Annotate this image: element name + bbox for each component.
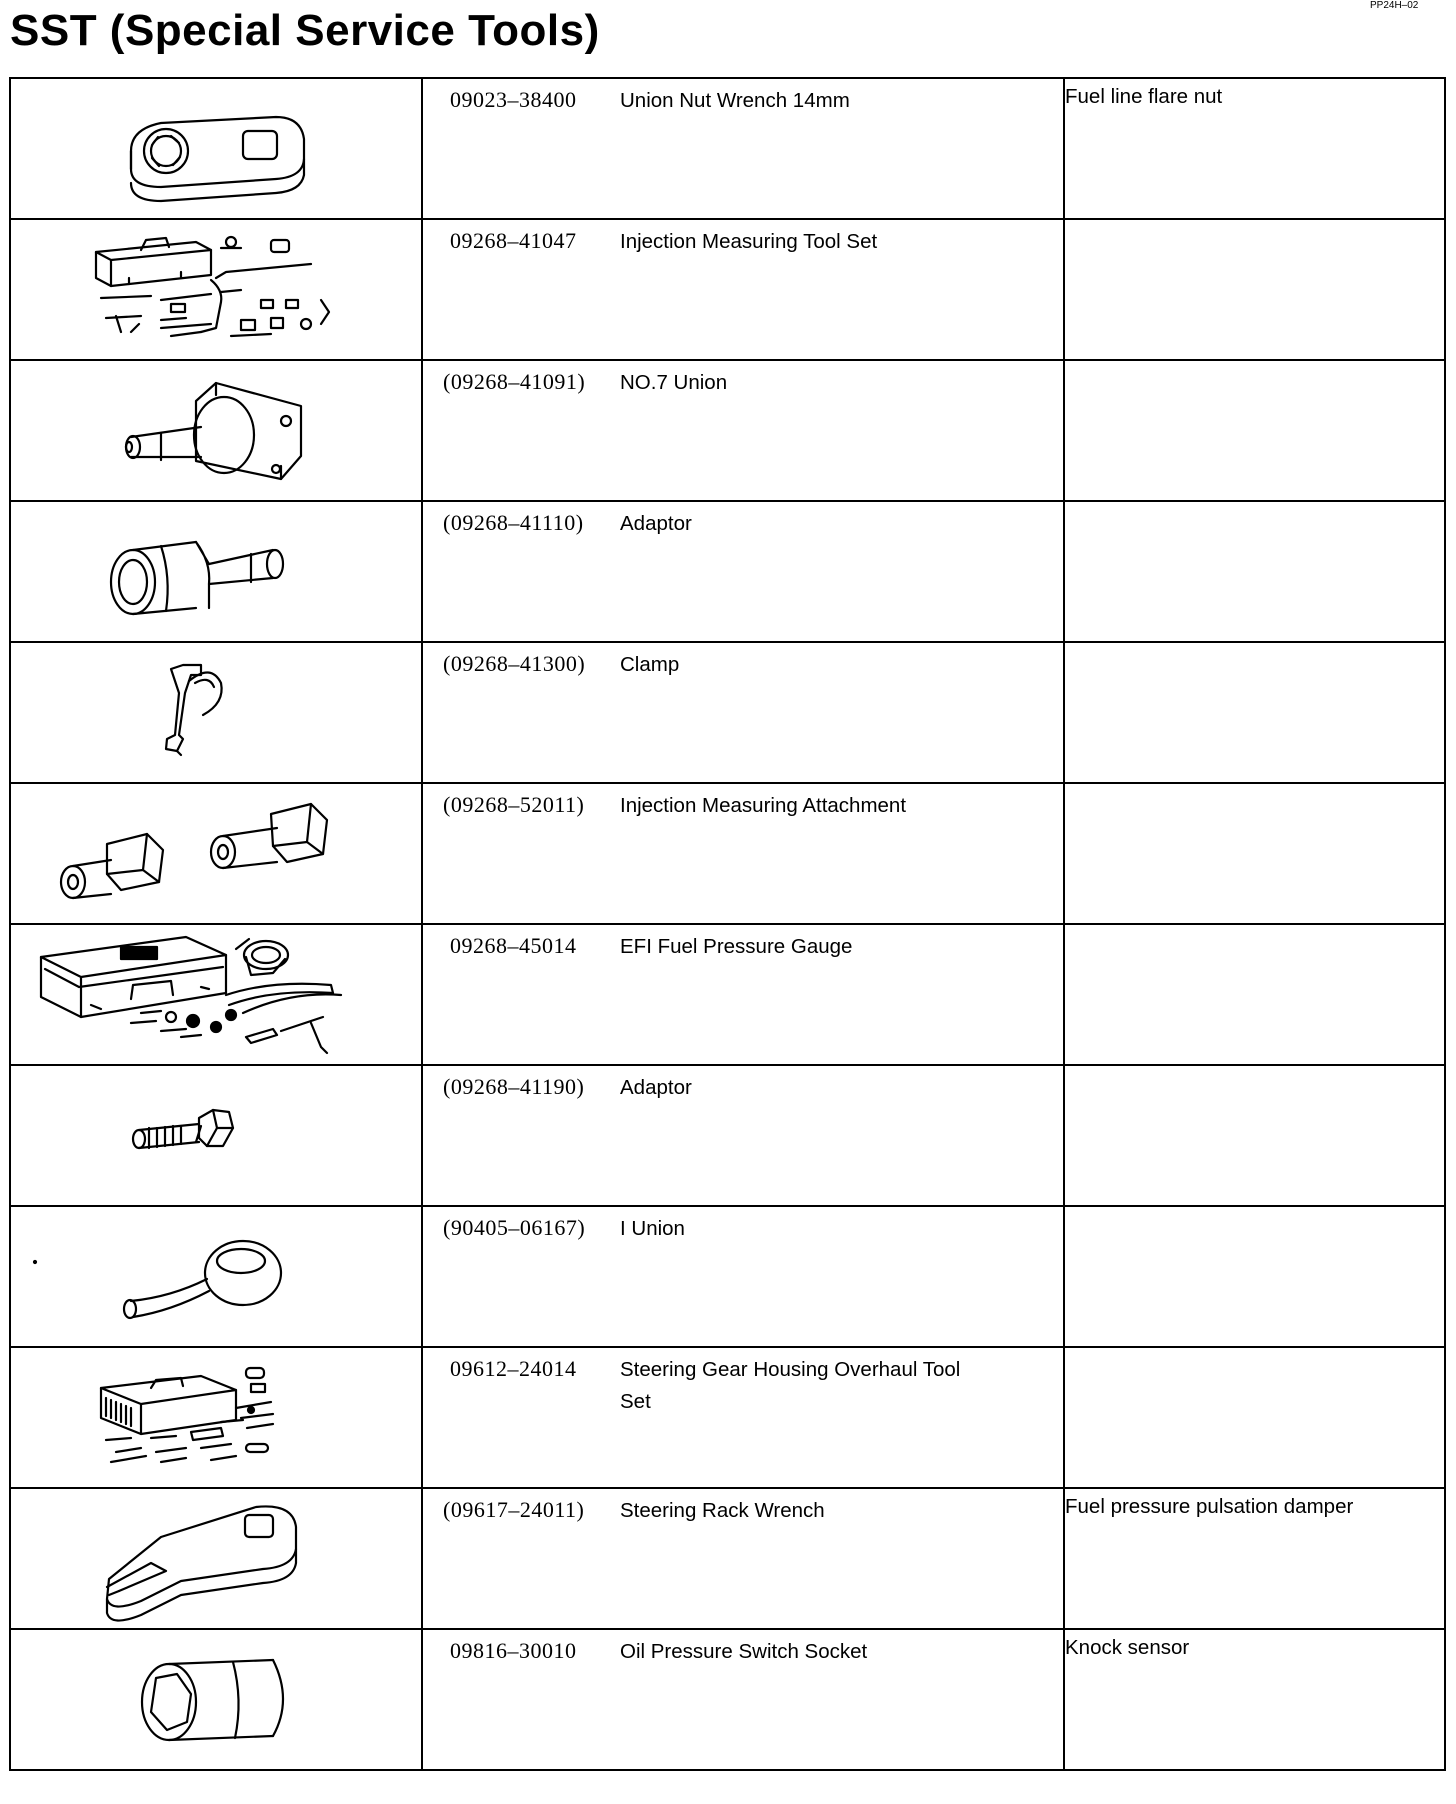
- socket-icon: [11, 1630, 421, 1769]
- part-number: (09268–41190): [443, 1074, 585, 1099]
- part-number: 09268–45014: [450, 933, 577, 958]
- remark: Fuel pressure pulsation damper: [1065, 1495, 1354, 1518]
- table-row: [10, 642, 1445, 783]
- sst-table: [9, 77, 1446, 1771]
- part-number: (09268–52011): [443, 792, 585, 817]
- part-number: 09612–24014: [450, 1356, 577, 1381]
- adaptor-icon: [11, 502, 421, 641]
- table-row: [10, 924, 1445, 1065]
- union-nut-wrench-icon: [11, 79, 421, 218]
- tool-illustration-cell: [10, 1065, 422, 1206]
- tool-name: Steering Gear Housing Overhaul Tool Set: [620, 1358, 961, 1413]
- tool-illustration-cell: [10, 1347, 422, 1488]
- tool-name: EFI Fuel Pressure Gauge: [620, 935, 853, 958]
- tool-name: NO.7 Union: [620, 371, 728, 394]
- table-row: [10, 783, 1445, 924]
- part-number: 09268–41047: [450, 228, 577, 253]
- tool-name: Oil Pressure Switch Socket: [620, 1640, 868, 1663]
- part-number: 09816–30010: [450, 1638, 577, 1663]
- rack-wrench-icon: [11, 1489, 421, 1628]
- tool-illustration-cell: [10, 642, 422, 783]
- tool-name: Steering Rack Wrench: [620, 1499, 825, 1522]
- table-row: [10, 1206, 1445, 1347]
- bolt-adaptor-icon: [11, 1066, 421, 1205]
- union-icon: [11, 361, 421, 500]
- tool-illustration-cell: [10, 78, 422, 219]
- remark: Knock sensor: [1065, 1636, 1190, 1659]
- table-row: [10, 501, 1445, 642]
- tool-name: Adaptor: [620, 1076, 692, 1099]
- tool-illustration-cell: [10, 360, 422, 501]
- tool-illustration-cell: [10, 501, 422, 642]
- pressure-gauge-kit-icon: [11, 925, 421, 1064]
- tool-name: I Union: [620, 1217, 685, 1240]
- table-row: [10, 1629, 1445, 1770]
- document-code: PP24H–02: [1370, 0, 1419, 11]
- tool-illustration-cell: [10, 1206, 422, 1347]
- attachment-icon: [11, 784, 421, 923]
- part-number: (09268–41110): [443, 510, 584, 535]
- table-row: [10, 219, 1445, 360]
- page-title: SST (Special Service Tools): [10, 6, 600, 55]
- tool-illustration-cell: [10, 219, 422, 360]
- table-row: [10, 360, 1445, 501]
- tool-name: Clamp: [620, 653, 680, 676]
- tool-illustration-cell: [10, 1629, 422, 1770]
- tool-name: Union Nut Wrench 14mm: [620, 89, 850, 112]
- i-union-icon: [11, 1207, 421, 1346]
- table-row: [10, 1347, 1445, 1488]
- tool-illustration-cell: [10, 1488, 422, 1629]
- tool-illustration-cell: [10, 924, 422, 1065]
- part-number: (09268–41300): [443, 651, 586, 676]
- tool-illustration-cell: [10, 783, 422, 924]
- tool-set-icon: [11, 220, 421, 359]
- tool-name: Adaptor: [620, 512, 692, 535]
- tool-name: Injection Measuring Attachment: [620, 794, 907, 817]
- remark: Fuel line flare nut: [1065, 85, 1223, 108]
- part-number: 09023–38400: [450, 87, 577, 112]
- tool-name: Injection Measuring Tool Set: [620, 230, 878, 253]
- part-number: (90405–06167): [443, 1215, 586, 1240]
- clamp-icon: [11, 643, 421, 782]
- part-number: (09617–24011): [443, 1497, 585, 1522]
- table-row: [10, 1488, 1445, 1629]
- part-number: (09268–41091): [443, 369, 586, 394]
- overhaul-tool-set-icon: [11, 1348, 421, 1487]
- table-row: [10, 1065, 1445, 1206]
- table-row: [10, 78, 1445, 219]
